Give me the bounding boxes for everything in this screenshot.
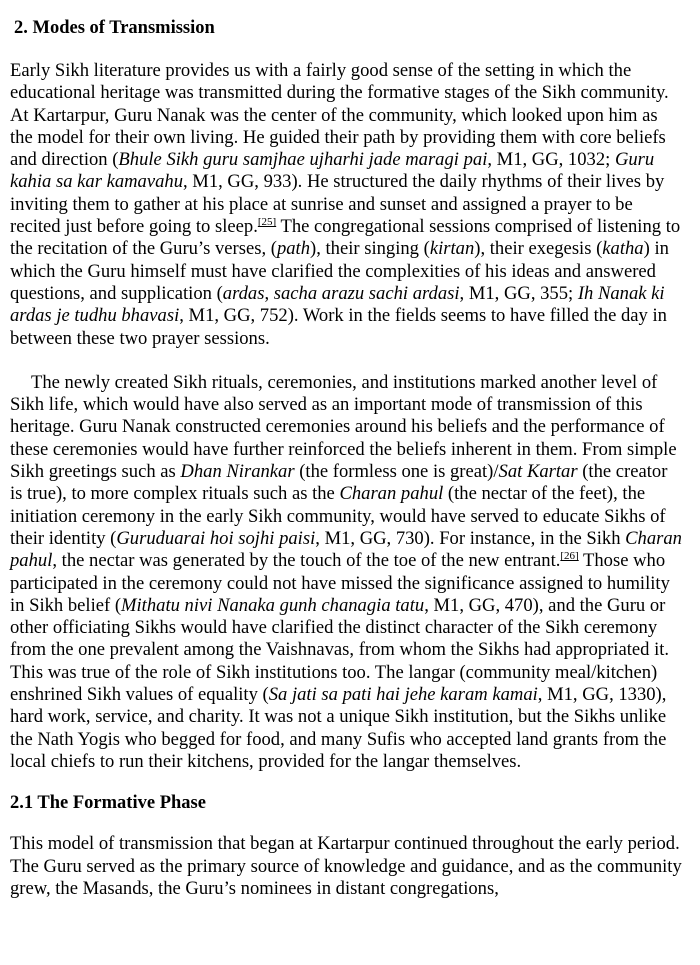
italic-run: Bhule Sikh guru samjhae ujharhi jade maragi pai bbox=[118, 149, 488, 171]
paragraph bbox=[10, 833, 682, 900]
text-run: ), their exegesis ( bbox=[474, 238, 603, 260]
text-run: , bbox=[264, 282, 274, 304]
text-run: (the creator is true), to more complex rituals such as the bbox=[10, 461, 668, 505]
text-run: The congregational sessions comprised of listening to the recitation of the Guru’s verses, ( bbox=[10, 216, 681, 260]
italic-run: katha bbox=[602, 238, 644, 260]
italic-run: Charan pahul bbox=[10, 527, 682, 572]
section-heading: 2. Modes of Transmission bbox=[14, 18, 215, 38]
footnote-link[interactable]: [26] bbox=[560, 550, 579, 563]
text-run: , the nectar was generated by the touch of the toe of the new entrant. bbox=[52, 550, 561, 572]
italic-run: sacha arazu sachi ardasi bbox=[273, 282, 460, 304]
text-run: , M1, GG, 470), and the Guru or other officiating Sikhs would have clarified the distinct character of the Sikh ceremony from the one prevalent among the Vaishnavas, from whom the Sikhs had appropriated it. This was true of the role of Sikh institutions too. The langar (community meal/kitchen) enshrined Sikh values of equality ( bbox=[10, 594, 670, 706]
italic-run: path bbox=[276, 238, 311, 260]
text-run: , M1, GG, 752). Work in the fields seems to have filled the day in between these two prayer sessions. bbox=[10, 305, 667, 349]
italic-run: Sat Kartar bbox=[498, 461, 578, 483]
text-run: ) in which the Guru himself must have clarified the complexities of his ideas and answered questions, and supplication ( bbox=[10, 238, 669, 304]
italic-run: kirtan bbox=[429, 238, 475, 260]
text-run: (the formless one is great)/ bbox=[294, 461, 499, 483]
text-run: The newly created Sikh rituals, ceremonies, and institutions marked another level of Sikh life, which would have also served as an important mode of transmission of this heritage. Guru Nanak constructed ceremonies around his beliefs and the performance of these ceremonies would have further reinforced the beliefs inherent in them. From simple Sikh greetings such as bbox=[10, 371, 677, 483]
italic-run: ardas bbox=[222, 282, 265, 304]
italic-run: Charan pahul bbox=[339, 483, 444, 505]
text-run: (the nectar of the feet), the initiation ceremony in the early Sikh community, would have served to educate Sikhs of their identity ( bbox=[10, 483, 666, 549]
italic-run: Sa jati sa pati hai jehe karam kamai bbox=[268, 684, 538, 706]
italic-run: Guru kahia sa kar kamavahu bbox=[10, 149, 655, 193]
text-run: , M1, GG, 730). For instance, in the Sikh bbox=[315, 527, 626, 549]
text-run: , M1, GG, 933). He structured the daily rhythms of their lives by inviting them to gather at his place at sunrise and sunset and assigned a prayer to be recited just before going to sleep. bbox=[10, 171, 665, 238]
italic-run: Guruduarai hoi sojhi paisi bbox=[116, 527, 316, 549]
text-run: Early Sikh literature provides us with a fairly good sense of the setting in which the educational heritage was transmitted during the formative stages of the Sikh community. At Kartarpur, Guru Nanak was the center of the community, which looked upon him as the model for their own living. He guided their path by providing them with core beliefs and direction ( bbox=[10, 60, 669, 171]
italic-run: Ih Nanak ki ardas je tudhu bhavasi bbox=[10, 282, 665, 327]
text-run: , M1, GG, 1032; bbox=[487, 149, 615, 171]
italic-run: Mithatu nivi Nanaka gunh chanagia tatu bbox=[121, 594, 425, 616]
text-run: , M1, GG, 1330), hard work, service, and charity. It was not a unique Sikh institution, but the Sikhs unlike the Nath Yogis who begged for food, and many Sufis who accepted land grants from the local chiefs to run their kitchens, provided for the langar themselves. bbox=[10, 684, 667, 772]
paragraph bbox=[10, 372, 682, 773]
footnote-link[interactable]: [25] bbox=[257, 216, 277, 229]
text-run: Those who participated in the ceremony could not have missed the significance assigned to humility in Sikh belief ( bbox=[10, 550, 670, 616]
text-run: ), their singing ( bbox=[310, 238, 430, 260]
subsection-heading: 2.1 The Formative Phase bbox=[10, 793, 206, 814]
text-run: This model of transmission that began at Kartarpur continued throughout the early period. The Guru served as the primary source of knowledge and guidance, and as the community grew, the Masands, the Guru’s nominees in distant congregations, bbox=[10, 833, 682, 899]
text-run: , M1, GG, 355; bbox=[459, 282, 578, 304]
italic-run: Dhan Nirankar bbox=[180, 461, 295, 483]
paragraph bbox=[10, 60, 682, 350]
document-page bbox=[10, 16, 682, 900]
